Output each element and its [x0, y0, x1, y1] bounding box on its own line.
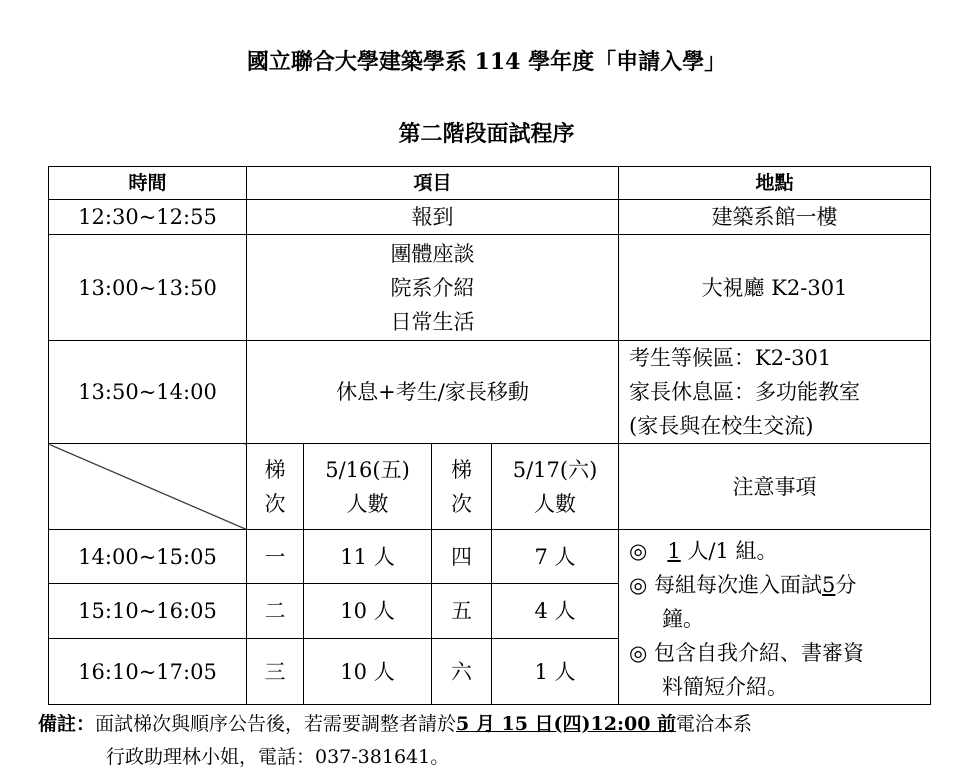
order-header-line: 次: [264, 491, 286, 516]
note-continuation: 鐘。: [662, 607, 705, 631]
footnote: [38, 708, 752, 740]
schedule-table: [48, 166, 931, 705]
footnote-label: 備註: [38, 713, 77, 735]
footnote-deadline: 5 月 15 日(四)12:00 前: [456, 713, 677, 735]
header-item: 項目: [247, 167, 619, 200]
session-count: 4 人: [492, 584, 619, 639]
session-count: 1 人: [492, 639, 619, 705]
bullet-icon: ◎: [629, 539, 648, 563]
notes-cell: [619, 530, 931, 705]
bullet-icon: ◎: [629, 573, 648, 597]
session-time: 15:10~16:05: [49, 584, 247, 639]
footnote-text: 電洽本系: [676, 713, 753, 735]
session-order: 二: [247, 584, 304, 639]
session-order: 一: [247, 530, 304, 584]
note-text: 分: [835, 573, 857, 597]
item-line: 團體座談: [390, 241, 475, 266]
order-header-line: 梯: [451, 457, 472, 482]
note-continuation: 料簡短介紹。: [662, 675, 789, 699]
order-header-line: 次: [451, 491, 472, 516]
header-place: 地點: [619, 167, 931, 200]
note-item: [629, 636, 930, 670]
note-number: 5: [822, 573, 836, 597]
place-cell: [619, 341, 931, 444]
order-header: [247, 444, 304, 530]
day2-header: [492, 444, 619, 530]
session-order: 三: [247, 639, 304, 705]
session-count: 7 人: [492, 530, 619, 584]
diagonal-cell: [49, 444, 247, 530]
item-cell: 休息+考生/家長移動: [247, 341, 619, 444]
order-header: [432, 444, 492, 530]
day1-header: [304, 444, 432, 530]
note-item: [629, 568, 930, 602]
place-cell: 大視廳 K2-301: [619, 235, 931, 341]
bullet-icon: ◎: [629, 641, 648, 665]
item-line: 日常生活: [390, 309, 475, 334]
time-cell: 12:30~12:55: [49, 200, 247, 235]
header-row: [49, 167, 931, 200]
place-line: 考生等候區：K2-301: [629, 346, 832, 370]
notes-header: 注意事項: [619, 444, 931, 530]
day2-count-label: 人數: [534, 491, 576, 516]
session-count: 10 人: [304, 639, 432, 705]
note-text: 包含自我介紹、書審資: [654, 641, 865, 665]
session-time: 14:00~15:05: [49, 530, 247, 584]
place-cell: 建築系館一樓: [619, 200, 931, 235]
table-row: [49, 200, 931, 235]
session-order: 四: [432, 530, 492, 584]
header-time: 時間: [49, 167, 247, 200]
session-count: 11 人: [304, 530, 432, 584]
order-header-line: 梯: [264, 457, 286, 482]
session-time: 16:10~17:05: [49, 639, 247, 705]
place-line: (家長與在校生交流): [629, 414, 814, 438]
place-line: 家長休息區：多功能教室: [629, 380, 861, 404]
note-text: 每組每次進入面試: [654, 573, 823, 597]
document-subtitle: 第二階段面試程序: [398, 121, 575, 147]
session-order: 六: [432, 639, 492, 705]
item-cell: 報到: [247, 200, 619, 235]
footnote-colon: ：: [76, 713, 96, 735]
document-title: 國立聯合大學建築學系 114 學年度「申請入學」: [246, 49, 727, 75]
day2-date: 5/17(六): [512, 457, 598, 482]
day1-count-label: 人數: [346, 491, 389, 516]
subheader-row: [49, 444, 931, 530]
note-number: 1: [667, 539, 681, 563]
time-cell: 13:00~13:50: [49, 235, 247, 341]
item-line: 院系介紹: [390, 275, 475, 300]
session-count: 10 人: [304, 584, 432, 639]
footnote-contact: 行政助理林小姐，電話：037-381641。: [106, 746, 450, 768]
note-item: [629, 534, 930, 568]
note-text: 人/1 組。: [687, 539, 778, 563]
time-cell: 13:50~14:00: [49, 341, 247, 444]
footnote-text: 面試梯次與順序公告後，若需要調整者請於: [95, 713, 457, 735]
day1-date: 5/16(五): [325, 457, 410, 482]
table-row: [49, 341, 931, 444]
session-row: [49, 530, 931, 584]
item-cell: [247, 235, 619, 341]
session-order: 五: [432, 584, 492, 639]
table-row: [49, 235, 931, 341]
